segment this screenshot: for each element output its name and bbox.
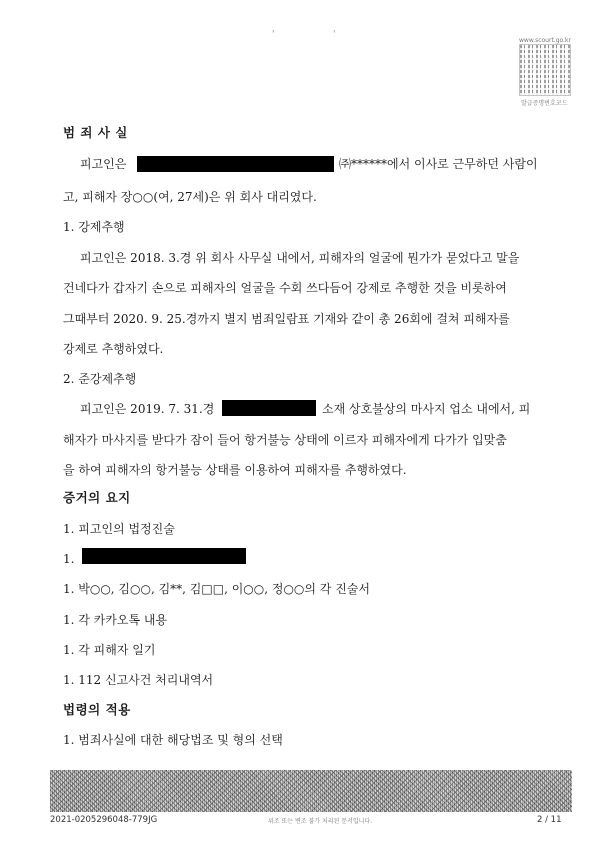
paragraph-text: 해자가 마사지를 받다가 잠이 들어 항거불능 상태에 이르자 피해자에게 다가가 입맞춤 <box>63 433 507 447</box>
section-heading-law: 법령의 적용 <box>63 702 131 717</box>
evidence-item: 1. 112 신고사건 처리내역서 <box>63 673 214 687</box>
evidence-item: 1. <box>63 552 75 566</box>
redaction-bar <box>82 548 246 564</box>
paragraph-text: 피고인은 <box>80 157 127 171</box>
law-item: 1. 범죄사실에 대한 해당법조 및 형의 선택 <box>63 733 283 747</box>
paragraph-text: 피고인은 2018. 3.경 위 회사 사무실 내에서, 피해자의 얼굴에 뭔가가 묻었다고 말을 <box>80 251 520 265</box>
evidence-item: 1. 피고인의 법정진술 <box>63 522 175 536</box>
qr-caption: 발급증명번호코드 <box>521 100 568 107</box>
security-pattern-band <box>50 770 572 812</box>
evidence-item: 1. 박○○, 김○○, 김**, 김□□, 이○○, 정○○의 각 진술서 <box>63 582 370 596</box>
paragraph-text: 을 하여 피해자의 항거불능 상태를 이용하여 피해자를 추행하였다. <box>63 463 407 477</box>
paragraph-text: ㈜******에서 이사로 근무하던 사람이 <box>339 157 538 171</box>
subsection-title: 2. 준강제추행 <box>63 372 137 386</box>
paragraph-text: 소재 상호불상의 마사지 업소 내에서, 피 <box>322 402 531 416</box>
paragraph-text: 강제로 추행하였다. <box>63 342 164 356</box>
redaction-bar <box>222 400 316 416</box>
paragraph-text: 고, 피해자 장○○(여, 27세)은 위 회사 대리였다. <box>63 190 317 204</box>
paragraph-text: 건네다가 갑자기 손으로 피해자의 얼굴을 수회 쓰다듬어 강제로 추행한 것을 비롯하여 <box>63 281 507 295</box>
redaction-bar <box>137 156 334 172</box>
section-heading-crime-facts: 범 죄 사 실 <box>63 125 128 140</box>
subsection-title: 1. 강제추행 <box>63 220 125 234</box>
scan-mark: ' <box>272 30 275 40</box>
section-heading-evidence: 증거의 요지 <box>63 490 131 505</box>
paragraph-text: 피고인은 2019. 7. 31.경 <box>80 402 215 416</box>
page-number: 2 / 11 <box>537 815 562 825</box>
court-url: www.scourt.go.kr <box>519 37 571 44</box>
qr-code-icon <box>519 44 571 96</box>
document-id: 2021-0205296048-779JG <box>50 815 158 825</box>
evidence-item: 1. 각 피해자 일기 <box>63 643 156 657</box>
paragraph-text: 그때부터 2020. 9. 25.경까지 별지 범죄일람표 기재와 같이 총 26회에 걸쳐 피해자를 <box>63 312 510 326</box>
scan-mark: ' <box>333 30 336 40</box>
evidence-item: 1. 각 카카오톡 내용 <box>63 613 168 627</box>
footer-note: 위조 또는 변조 불가 처리된 문서입니다. <box>268 818 373 825</box>
